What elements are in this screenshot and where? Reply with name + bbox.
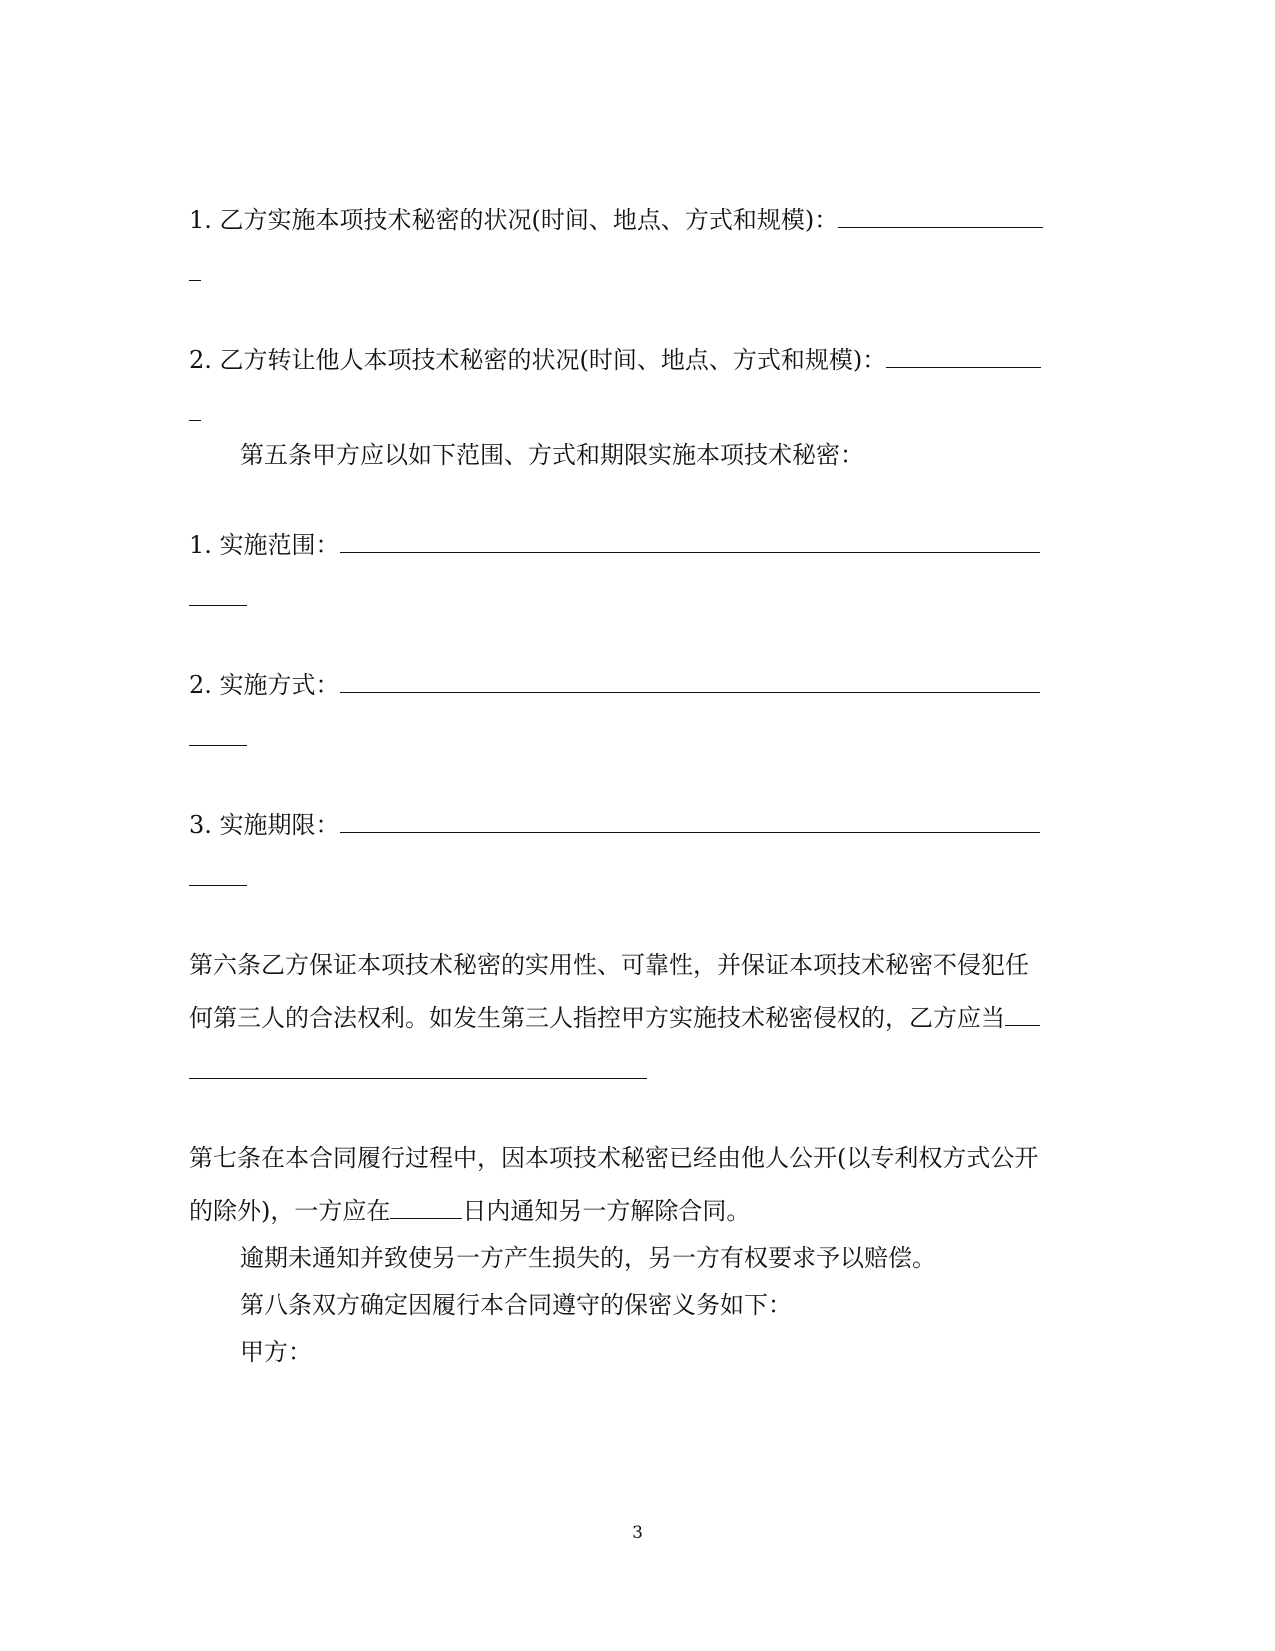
implementation-term: [189, 810, 1079, 840]
implementation-term-continuation: [189, 863, 1079, 893]
implementation-term-label: 3. 实施期限：: [189, 811, 340, 839]
article-8: 第八条双方确定因履行本合同遵守的保密义务如下：: [240, 1291, 792, 1319]
clause-1-status-continuation: [189, 258, 1079, 288]
article-6-blank-continued: [189, 1056, 647, 1079]
implementation-scope: [189, 530, 1079, 560]
article-7-days-blank: [390, 1196, 462, 1219]
implementation-scope-blank: [340, 530, 1040, 553]
article-7-line-2: [189, 1196, 1079, 1226]
implementation-scope-blank-continued: [189, 583, 247, 606]
clause-2-transfer-status-blank-continued: [189, 398, 201, 421]
article-7-line-1: 第七条在本合同履行过程中，因本项技术秘密已经由他人公开(以专利权方式公开: [189, 1144, 1039, 1172]
article-7-line-2-text-b: 日内通知另一方解除合同。: [462, 1197, 751, 1225]
clause-2-transfer-status-continuation: [189, 398, 1079, 428]
implementation-method-label: 2. 实施方式：: [189, 671, 340, 699]
party-a-label: 甲方：: [240, 1338, 312, 1366]
clause-2-transfer-status-blank: [886, 345, 1041, 368]
implementation-method: [189, 670, 1079, 700]
implementation-scope-continuation: [189, 583, 1079, 613]
article-6-line-2: [189, 1003, 1079, 1033]
article-6-blank: [1005, 1003, 1040, 1026]
article-6-continuation: [189, 1056, 1079, 1086]
article-6-line-2-text: 何第三人的合法权利。如发生第三人指控甲方实施技术秘密侵权的，乙方应当: [189, 1004, 1005, 1032]
clause-2-transfer-status: [189, 345, 1079, 375]
implementation-method-continuation: [189, 723, 1079, 753]
implementation-term-blank: [340, 810, 1040, 833]
article-5: 第五条甲方应以如下范围、方式和期限实施本项技术秘密：: [240, 441, 864, 469]
implementation-method-blank-continued: [189, 723, 247, 746]
clause-1-status-text: 1. 乙方实施本项技术秘密的状况(时间、地点、方式和规模)：: [189, 206, 839, 234]
implementation-term-blank-continued: [189, 863, 247, 886]
clause-1-status-blank: [838, 205, 1043, 228]
implementation-scope-label: 1. 实施范围：: [189, 531, 340, 559]
page-number: 3: [632, 1523, 643, 1543]
article-6-line-1: 第六条乙方保证本项技术秘密的实用性、可靠性，并保证本项技术秘密不侵犯任: [189, 951, 1029, 979]
overdue-notice: 逾期未通知并致使另一方产生损失的，另一方有权要求予以赔偿。: [240, 1244, 936, 1272]
implementation-method-blank: [340, 670, 1040, 693]
clause-1-status-blank-continued: [189, 258, 201, 281]
clause-1-status: [189, 205, 1079, 235]
article-7-line-2-text-a: 的除外)，一方应在: [189, 1197, 391, 1225]
clause-2-transfer-status-text: 2. 乙方转让他人本项技术秘密的状况(时间、地点、方式和规模)：: [189, 346, 887, 374]
